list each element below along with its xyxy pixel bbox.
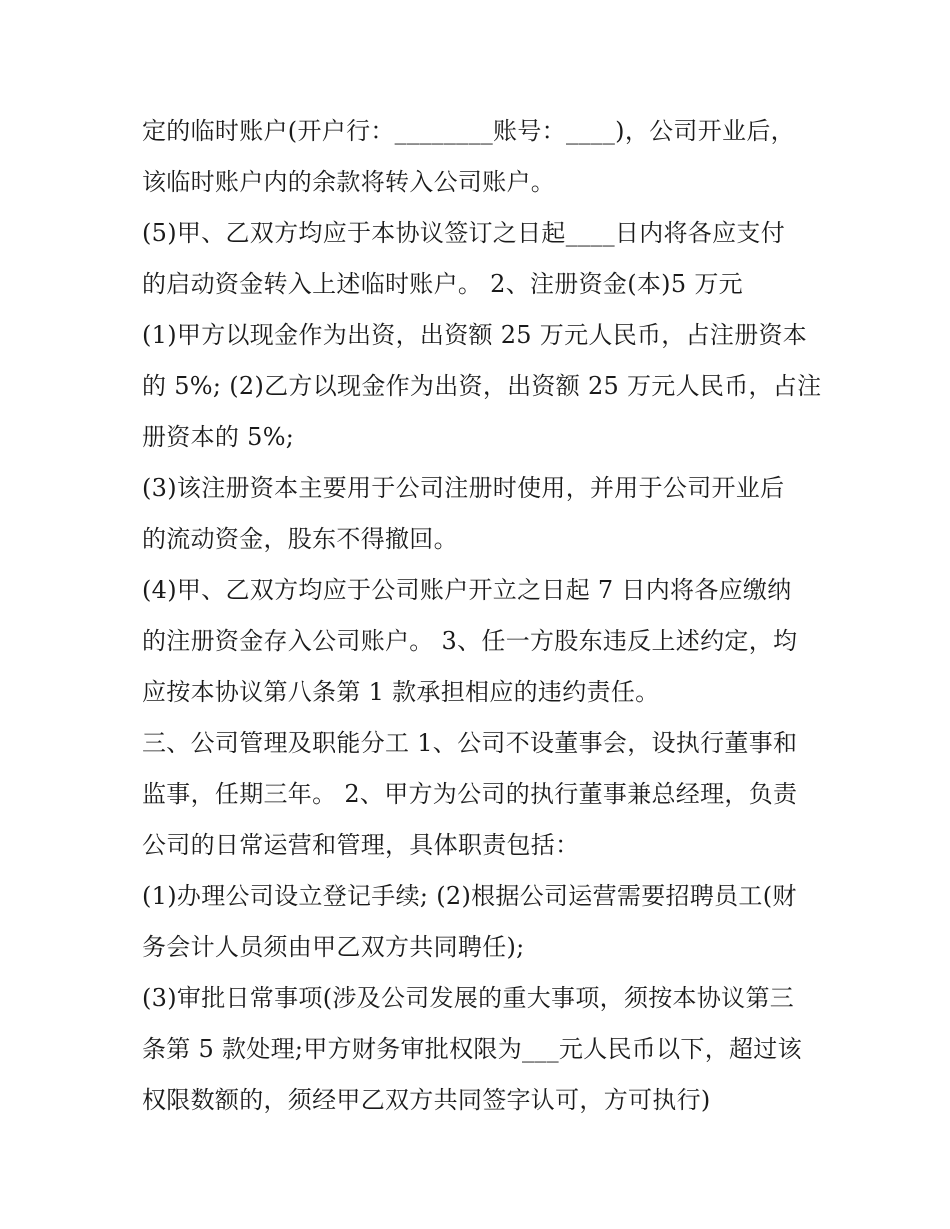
document-body bbox=[142, 106, 822, 1126]
text-line: 的启动资金转入上述临时账户。 2、注册资金(本)5 万元 bbox=[142, 270, 743, 298]
text-line: 册资本的 5%; bbox=[142, 423, 295, 451]
text-line: 监事，任期三年。 2、甲方为公司的执行董事兼总经理，负责 bbox=[142, 780, 798, 808]
text-line: 的注册资金存入公司账户。 3、任一方股东违反上述约定，均 bbox=[142, 627, 798, 655]
text-line: 的流动资金，股东不得撤回。 bbox=[142, 525, 458, 553]
text-line: 应按本协议第八条第 1 款承担相应的违约责任。 bbox=[142, 678, 660, 706]
text-line: 定的临时账户(开户行：________账号：____)，公司开业后， bbox=[142, 117, 795, 145]
text-line: 权限数额的，须经甲乙双方共同签字认可，方可执行) bbox=[142, 1086, 711, 1114]
text-line: (3)该注册资本主要用于公司注册时使用，并用于公司开业后 bbox=[142, 474, 785, 502]
text-line: (3)审批日常事项(涉及公司发展的重大事项，须按本协议第三 bbox=[142, 984, 795, 1012]
text-line: (1)甲方以现金作为出资，出资额 25 万元人民币，占注册资本 bbox=[142, 321, 808, 349]
text-line: 该临时账户内的余款将转入公司账户。 bbox=[142, 168, 556, 196]
text-line: (5)甲、乙双方均应于本协议签订之日起____日内将各应支付 bbox=[142, 219, 785, 247]
text-line: (4)甲、乙双方均应于公司账户开立之日起 7 日内将各应缴纳 bbox=[142, 576, 792, 604]
text-line: 条第 5 款处理;甲方财务审批权限为___元人民币以下，超过该 bbox=[142, 1035, 802, 1063]
text-line: 三、公司管理及职能分工 1、公司不设董事会，设执行董事和 bbox=[142, 729, 798, 757]
text-line: 的 5%; (2)乙方以现金作为出资，出资额 25 万元人民币，占注 bbox=[142, 372, 822, 400]
text-line: 务会计人员须由甲乙双方共同聘任); bbox=[142, 933, 525, 961]
text-line: 公司的日常运营和管理，具体职责包括： bbox=[142, 831, 580, 859]
text-line: (1)办理公司设立登记手续; (2)根据公司运营需要招聘员工(财 bbox=[142, 882, 797, 910]
